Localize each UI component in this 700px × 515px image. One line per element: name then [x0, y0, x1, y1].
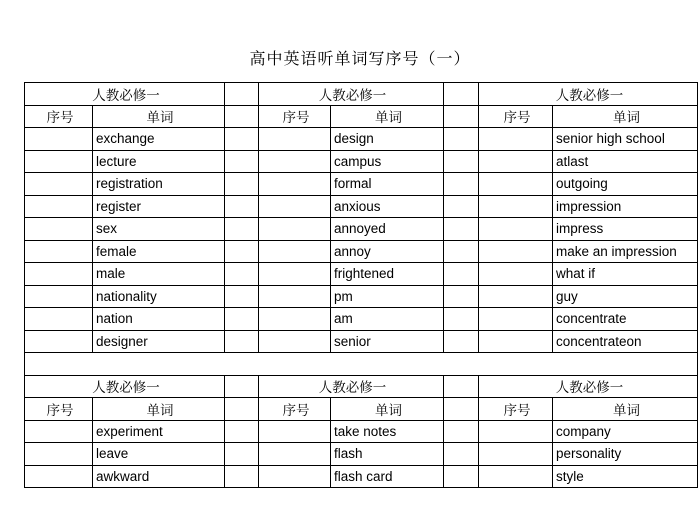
column-header-number: 序号 [259, 398, 331, 421]
word-cell: lecture [93, 150, 225, 173]
section-spacer-row [25, 353, 698, 376]
group-header: 人教必修一 [25, 83, 225, 106]
gap-cell [225, 330, 259, 353]
gap-cell [225, 465, 259, 488]
number-answer-cell[interactable] [479, 285, 553, 308]
gap-cell [444, 263, 479, 286]
gap-cell [225, 218, 259, 241]
number-answer-cell[interactable] [479, 330, 553, 353]
column-header-word: 单词 [331, 398, 444, 421]
word-cell: guy [553, 285, 698, 308]
number-answer-cell[interactable] [259, 263, 331, 286]
word-cell: am [331, 308, 444, 331]
column-header-word: 单词 [93, 105, 225, 128]
word-cell: take notes [331, 420, 444, 443]
table-row [25, 263, 698, 286]
number-answer-cell[interactable] [479, 150, 553, 173]
column-header-word: 单词 [93, 398, 225, 421]
number-answer-cell[interactable] [25, 263, 93, 286]
word-cell: registration [93, 173, 225, 196]
word-cell: campus [331, 150, 444, 173]
word-cell: impress [553, 218, 698, 241]
number-answer-cell[interactable] [25, 218, 93, 241]
column-header-number: 序号 [479, 105, 553, 128]
gap-cell [225, 308, 259, 331]
number-answer-cell[interactable] [259, 330, 331, 353]
word-cell: outgoing [553, 173, 698, 196]
word-cell: register [93, 195, 225, 218]
column-header-row [25, 398, 698, 421]
word-cell: frightened [331, 263, 444, 286]
number-answer-cell[interactable] [259, 285, 331, 308]
number-answer-cell[interactable] [25, 150, 93, 173]
number-answer-cell[interactable] [479, 420, 553, 443]
number-answer-cell[interactable] [25, 420, 93, 443]
word-cell: pm [331, 285, 444, 308]
group-header: 人教必修一 [259, 375, 444, 398]
table-row [25, 308, 698, 331]
number-answer-cell[interactable] [479, 465, 553, 488]
gap-cell [225, 150, 259, 173]
gap-cell [225, 240, 259, 263]
number-answer-cell[interactable] [25, 465, 93, 488]
word-cell: nationality [93, 285, 225, 308]
table-row [25, 420, 698, 443]
word-cell: formal [331, 173, 444, 196]
blank-spacer-cell [25, 353, 698, 376]
group-header: 人教必修一 [479, 83, 698, 106]
number-answer-cell[interactable] [25, 128, 93, 151]
group-header: 人教必修一 [25, 375, 225, 398]
group-header-row [25, 375, 698, 398]
number-answer-cell[interactable] [479, 195, 553, 218]
gap-cell [225, 195, 259, 218]
number-answer-cell[interactable] [259, 443, 331, 466]
table-row [25, 330, 698, 353]
column-header-word: 单词 [331, 105, 444, 128]
word-cell: experiment [93, 420, 225, 443]
word-cell: concentrateon [553, 330, 698, 353]
table-row [25, 150, 698, 173]
number-answer-cell[interactable] [259, 420, 331, 443]
group-header: 人教必修一 [259, 83, 444, 106]
word-cell: company [553, 420, 698, 443]
number-answer-cell[interactable] [259, 150, 331, 173]
gap-cell [225, 173, 259, 196]
number-answer-cell[interactable] [259, 218, 331, 241]
word-cell: flash card [331, 465, 444, 488]
gap-cell [444, 330, 479, 353]
gap-cell [225, 128, 259, 151]
gap-cell [444, 128, 479, 151]
column-header-row [25, 105, 698, 128]
word-cell: anxious [331, 195, 444, 218]
number-answer-cell[interactable] [479, 308, 553, 331]
gap-cell [225, 263, 259, 286]
gap-cell [225, 285, 259, 308]
word-cell: sex [93, 218, 225, 241]
vocabulary-table [24, 82, 698, 488]
column-header-word: 单词 [553, 105, 698, 128]
gap-cell [444, 218, 479, 241]
word-cell: leave [93, 443, 225, 466]
word-cell: impression [553, 195, 698, 218]
word-cell: exchange [93, 128, 225, 151]
number-answer-cell[interactable] [25, 285, 93, 308]
column-header-number: 序号 [25, 105, 93, 128]
table-row [25, 285, 698, 308]
word-cell: atlast [553, 150, 698, 173]
gap-cell [444, 375, 479, 398]
column-header-number: 序号 [479, 398, 553, 421]
word-cell: make an impression [553, 240, 698, 263]
number-answer-cell[interactable] [25, 330, 93, 353]
group-header: 人教必修一 [479, 375, 698, 398]
table-row [25, 443, 698, 466]
word-cell: senior [331, 330, 444, 353]
table-row [25, 465, 698, 488]
gap-cell [225, 83, 259, 106]
gap-cell [444, 443, 479, 466]
gap-cell [444, 105, 479, 128]
gap-cell [444, 173, 479, 196]
word-cell: annoyed [331, 218, 444, 241]
table-row [25, 173, 698, 196]
column-header-number: 序号 [259, 105, 331, 128]
number-answer-cell[interactable] [259, 308, 331, 331]
word-cell: flash [331, 443, 444, 466]
number-answer-cell[interactable] [259, 195, 331, 218]
table-row [25, 218, 698, 241]
group-header-row [25, 83, 698, 106]
column-header-word: 单词 [553, 398, 698, 421]
number-answer-cell[interactable] [25, 173, 93, 196]
word-cell: concentrate [553, 308, 698, 331]
gap-cell [225, 420, 259, 443]
word-cell: design [331, 128, 444, 151]
gap-cell [444, 398, 479, 421]
word-cell: personality [553, 443, 698, 466]
number-answer-cell[interactable] [259, 173, 331, 196]
number-answer-cell[interactable] [479, 128, 553, 151]
word-cell: what if [553, 263, 698, 286]
number-answer-cell[interactable] [25, 443, 93, 466]
gap-cell [225, 105, 259, 128]
gap-cell [225, 375, 259, 398]
gap-cell [444, 308, 479, 331]
gap-cell [444, 195, 479, 218]
number-answer-cell[interactable] [479, 443, 553, 466]
number-answer-cell[interactable] [479, 263, 553, 286]
gap-cell [444, 150, 479, 173]
document-title: 高中英语听单词写序号（一） [249, 49, 471, 68]
word-cell: awkward [93, 465, 225, 488]
gap-cell [225, 398, 259, 421]
word-cell: male [93, 263, 225, 286]
table-row [25, 240, 698, 263]
word-cell: style [553, 465, 698, 488]
number-answer-cell[interactable] [259, 465, 331, 488]
number-answer-cell[interactable] [479, 173, 553, 196]
gap-cell [444, 240, 479, 263]
gap-cell [444, 420, 479, 443]
word-cell: annoy [331, 240, 444, 263]
table-row [25, 195, 698, 218]
word-cell: designer [93, 330, 225, 353]
number-answer-cell[interactable] [25, 240, 93, 263]
gap-cell [444, 465, 479, 488]
number-answer-cell[interactable] [479, 218, 553, 241]
number-answer-cell[interactable] [25, 195, 93, 218]
number-answer-cell[interactable] [259, 128, 331, 151]
number-answer-cell[interactable] [259, 240, 331, 263]
word-cell: senior high school [553, 128, 698, 151]
gap-cell [444, 285, 479, 308]
column-header-number: 序号 [25, 398, 93, 421]
word-cell: female [93, 240, 225, 263]
number-answer-cell[interactable] [479, 240, 553, 263]
table-row [25, 128, 698, 151]
word-cell: nation [93, 308, 225, 331]
gap-cell [225, 443, 259, 466]
gap-cell [444, 83, 479, 106]
number-answer-cell[interactable] [25, 308, 93, 331]
